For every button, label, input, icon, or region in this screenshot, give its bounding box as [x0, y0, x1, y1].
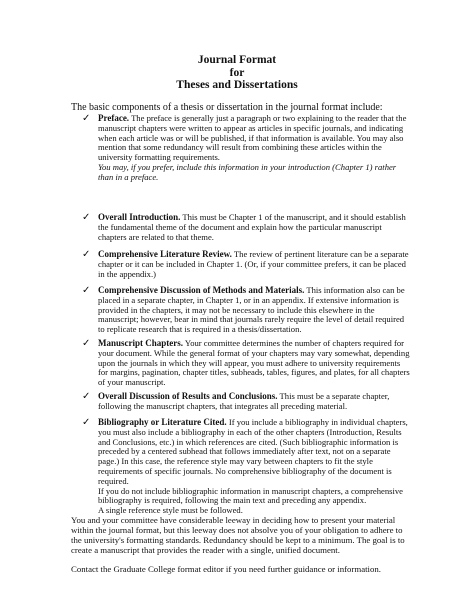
- item-text: The review of pertinent literature can be a separate chapter or it can be included in Chapter 1. (Or, if your committee prefers, it can be placed in the appendix.): [98, 249, 409, 279]
- item-text: The preface is generally just a paragraph or two explaining to the reader that the manuscript chapters were written to appear as articles in specific journals, and indicating when each article was or will be published, if that information is available. You may also mention that some redundancy will result from combining these articles within the university formatting requirements.: [98, 113, 407, 163]
- item-extra-text: If you do not include bibliographic information in manuscript chapters, a comprehensive bibliography is required, following the main text and preceding any appendix.: [98, 485, 403, 506]
- item-heading: Overall Discussion of Results and Conclusions.: [98, 391, 278, 401]
- item-body: [98, 114, 412, 163]
- list-item-literature-review: [82, 250, 412, 279]
- item-heading: Bibliography or Literature Cited.: [98, 417, 227, 427]
- title-line-2: for: [229, 66, 245, 79]
- list-item-preface: [82, 114, 412, 183]
- checkmark-icon: ✓: [82, 249, 91, 260]
- list-item-manuscript-chapters: [82, 339, 412, 388]
- item-body: [98, 286, 412, 335]
- item-heading: Comprehensive Literature Review.: [98, 249, 232, 259]
- list-item-discussion: [82, 392, 412, 412]
- title-line-3: Theses and Dissertations: [176, 79, 298, 92]
- item-body: [98, 339, 412, 388]
- page-title: [0, 54, 474, 92]
- list-item-introduction: [82, 213, 412, 242]
- checkmark-icon: ✓: [82, 285, 91, 296]
- item-extra-text: A single reference style must be followed.: [98, 505, 243, 516]
- checkmark-icon: ✓: [82, 212, 91, 223]
- item-text: This must be Chapter 1 of the manuscript, and it should establish the fundamental theme of the document and explain how the particular manuscript chapters are related to that theme.: [98, 212, 406, 242]
- item-text: This must be a separate chapter, following the manuscript chapters, that integrates all preceding material.: [98, 391, 390, 411]
- checkmark-icon: ✓: [82, 338, 91, 349]
- item-heading: Manuscript Chapters.: [98, 338, 183, 348]
- item-text: This information also can be placed in a separate chapter, in Chapter 1, or in an appendix. If extensive information is provided in the chapters, it may not be necessary to include this elsewhere in the manuscript; however, bear in mind that journals rarely require the level of detail required to replicate research that is required in a thesis/dissertation.: [98, 285, 405, 335]
- item-heading: Comprehensive Discussion of Methods and Materials.: [98, 285, 305, 295]
- list-item-methods: [82, 286, 412, 335]
- intro-paragraph: The basic components of a thesis or dissertation in the journal format include:: [71, 102, 383, 113]
- item-text: Your committee determines the number of chapters required for your document. While the general format of your chapters may vary somewhat, depending upon the journals in which they will appear, you must adhere to university requirements for margins, pagination, chapter titles, subheads, tables, figures, and plates, for all chapters of your manuscript.: [98, 338, 410, 388]
- contact-paragraph: Contact the Graduate College format editor if you need further guidance or information.: [71, 564, 381, 574]
- item-body: [98, 392, 412, 412]
- item-body: [98, 213, 412, 242]
- list-item-bibliography: [82, 418, 412, 516]
- item-text: If you include a bibliography in individual chapters, you must also include a bibliography in each of the other chapters (Introduction, Results and Conclusions, etc.) in which references are cited. (Such bibliographic information is preceded by a centered subhead that follows immediately after text, not on a separate page.) In this case, the reference style may vary between chapters to fit the style requirements of specific journals. No comprehensive bibliography of the document is required.: [98, 417, 408, 486]
- item-note: You may, if you prefer, include this information in your introduction (Chapter 1) rather than in a preface.: [98, 161, 397, 182]
- item-body: [98, 418, 412, 487]
- checkmark-icon: ✓: [82, 113, 91, 124]
- checkmark-icon: ✓: [82, 391, 91, 402]
- closing-paragraph: You and your committee have considerable leeway in deciding how to present your material within the journal format, but this leeway does not absolve you of your obligation to adhere to the university's formatting standards. Redundancy should be kept to a minimum. The goal is to create a manuscript that provides the reader with a single, unified document.: [71, 515, 405, 555]
- item-body: [98, 250, 412, 279]
- item-heading: Overall Introduction.: [98, 212, 181, 222]
- title-line-1: Journal Format: [197, 54, 277, 66]
- checkmark-icon: ✓: [82, 417, 91, 428]
- item-heading: Preface.: [98, 113, 130, 123]
